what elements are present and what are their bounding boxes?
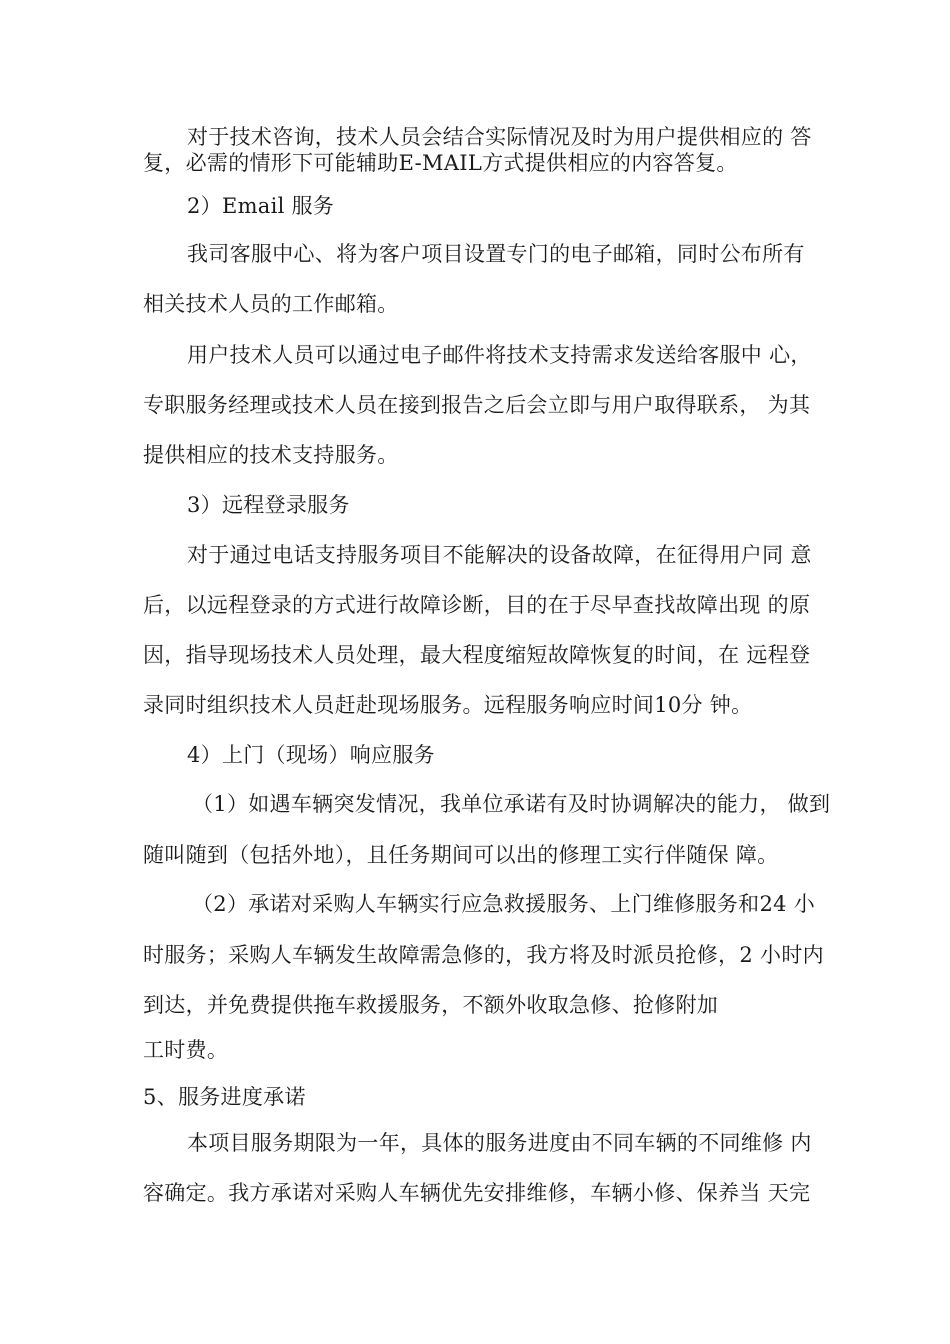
paragraph-line: 本项目服务期限为一年，具体的服务进度由不同车辆的不同维修 内	[187, 1131, 812, 1155]
section-heading: 2）Email 服务	[187, 194, 335, 218]
paragraph-line: 因，指导现场技术人员处理，最大程度缩短故障恢复的时间，在 远程登	[143, 643, 811, 667]
paragraph-line: 到达，并免费提供拖车救援服务，不额外收取急修、抢修附加	[143, 993, 719, 1017]
paragraph-line: 提供相应的技术支持服务。	[143, 443, 399, 467]
section-heading: 3）远程登录服务	[187, 493, 350, 517]
paragraph-line: 容确定。我方承诺对采购人车辆优先安排维修，车辆小修、保养当 天完	[143, 1181, 811, 1205]
paragraph-line: 工时费。	[143, 1038, 229, 1062]
paragraph-line: 专职服务经理或技术人员在接到报告之后会立即与用户取得联系， 为其	[143, 393, 811, 417]
section-heading: 5、服务进度承诺	[143, 1085, 306, 1109]
paragraph-line: 对于技术咨询，技术人员会结合实际情况及时为用户提供相应的 答	[187, 125, 812, 149]
paragraph-line: （1）如遇车辆突发情况，我单位承诺有及时协调解决的能力， 做到	[192, 792, 831, 816]
paragraph-line: 用户技术人员可以通过电子邮件将技术支持需求发送给客服中 心，	[187, 343, 812, 367]
paragraph-line: 后，以远程登录的方式进行故障诊断，目的在于尽早查找故障出现 的原	[143, 593, 811, 617]
paragraph-line: 录同时组织技术人员赶赴现场服务。远程服务响应时间10分 钟。	[143, 693, 753, 717]
paragraph-line: 我司客服中心、将为客户项目设置专门的电子邮箱，同时公布所有	[187, 242, 805, 266]
paragraph-line: （2）承诺对采购人车辆实行应急救援服务、上门维修服务和24 小	[192, 892, 816, 916]
paragraph-line: 复，必需的情形下可能辅助E-MAIL方式提供相应的内容答复。	[143, 151, 738, 175]
paragraph-line: 时服务；采购人车辆发生故障需急修的，我方将及时派员抢修，2 小时内	[143, 943, 824, 967]
section-heading: 4）上门（现场）响应服务	[187, 743, 435, 767]
paragraph-line: 相关技术人员的工作邮箱。	[143, 292, 399, 316]
paragraph-line: 随叫随到（包括外地），且任务期间可以出的修理工实行伴随保 障。	[143, 843, 779, 867]
paragraph-line: 对于通过电话支持服务项目不能解决的设备故障，在征得用户同 意	[187, 543, 812, 567]
